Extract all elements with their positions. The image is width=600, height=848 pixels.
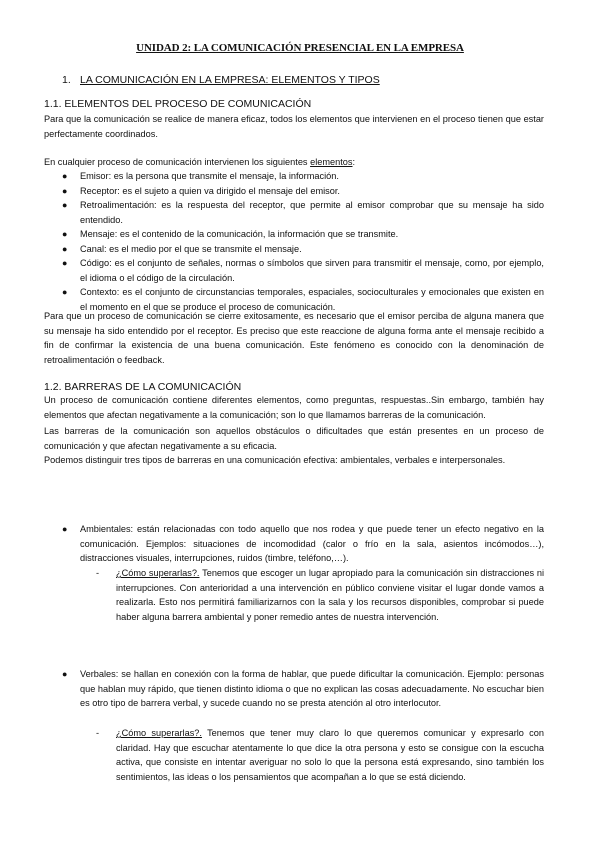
list-item-text: Emisor: es la persona que transmite el mensaje, la información. — [80, 171, 339, 181]
list-item-text: Ambientales: están relacionadas con todo aquello que nos rodea y que puede tener un efecto negativo en la comunicación. Ejemplos: situaciones de incomodidad (calor o frío en la sala, asientos incómodos…), distracciones visuales, interrupciones, ruidos (timbre, teléfono,…). — [80, 524, 544, 563]
subsection-heading-1-1: 1.1. ELEMENTOS DEL PROCESO DE COMUNICACIÓN — [44, 98, 312, 110]
elements-list — [62, 169, 544, 314]
list-item — [62, 522, 544, 566]
list-item-text: Mensaje: es el contenido de la comunicación, la información que se transmite. — [80, 229, 399, 239]
bullet-icon: ● — [62, 171, 68, 181]
barriers-definition-paragraph: Las barreras de la comunicación son aquellos obstáculos o dificultades que están presentes en un proceso de comunicación y que afectan negativamente a su eficacia. — [44, 426, 544, 451]
list-item-text: Contexto: es el conjunto de circunstancias temporales, espaciales, socioculturales y emocionales que existen en el momento en el que se produce el proceso de comunicación. — [80, 287, 544, 312]
list-item — [62, 242, 544, 257]
list-item — [62, 184, 544, 199]
bullet-icon: ● — [62, 229, 68, 239]
section-number: 1. — [62, 74, 71, 86]
list-item-text: Receptor: es el sujeto a quien va dirigido el mensaje del emisor. — [80, 185, 340, 196]
list-item — [62, 198, 544, 227]
subsection-heading-1-2: 1.2. BARRERAS DE LA COMUNICACIÓN — [44, 381, 242, 393]
list-item — [62, 169, 544, 184]
solution-text: Tenemos que escoger un lugar apropiado para la comunicación sin distracciones ni interrupciones. Con anterioridad a una intervención en público conviene visitar el lugar donde vamos a realizarla. Esto nos permitirá familiarizarnos con la sala y los recursos disponibles, comprobar si puede haber alguna barrera ambiental y poner remedio antes de nuestra intervención. — [116, 568, 544, 622]
barrier-list-verbales — [62, 667, 544, 711]
bullet-icon: ● — [62, 258, 68, 268]
section-heading-1 — [62, 74, 380, 86]
ambientales-solution — [96, 566, 544, 624]
feedback-paragraph: Para que un proceso de comunicación se cierre exitosamente, es necesario que el emisor perciba de alguna manera que su mensaje ha sido entendido por el receptor. Es preciso que este reaccione de alguna forma ante el mensaje recibido a fin de confirmar la existencia de una buena comunicación. Este fenómeno es conocido con la denominación de retroalimentación o feedback. — [44, 311, 544, 365]
list-item — [62, 256, 544, 285]
bullet-icon: ● — [62, 524, 68, 534]
how-to-overcome-link[interactable]: ¿Cómo superarlas?. — [116, 568, 200, 578]
list-item-text: Verbales: se hallan en conexión con la forma de hablar, que puede dificultar la comunicación. Ejemplo: personas que hablan muy rápido, que tienen distinto idioma o que no explican las cosas adecuadamente. No escuchar bien es otro tipo de barrera verbal, y sucede cuando no se presta atención al otro interlocutor. — [80, 669, 544, 708]
bullet-icon: ● — [62, 243, 68, 254]
lead-colon: : — [352, 157, 356, 167]
bullet-icon: ● — [62, 185, 68, 196]
list-item-text: Retroalimentación: es la respuesta del receptor, que permite al emisor comprobar que su mensaje ha sido entendido. — [80, 200, 544, 225]
solution-text: Tenemos que tener muy claro lo que queremos comunicar y expresarlo con claridad. Hay que escuchar atentamente lo que dice la otra persona y esto se consigue con la escucha activa, que consiste en intentar averiguar no solo lo que la persona está expresando, sino también los sentimientos, las ideas o los pensamientos que acompañan a lo que se está diciendo. — [116, 728, 544, 782]
how-to-overcome-link[interactable]: ¿Cómo superarlas?. — [116, 728, 202, 738]
list-item — [62, 227, 544, 242]
dash-icon: - — [96, 568, 100, 578]
barriers-types-paragraph: Podemos distinguir tres tipos de barreras en una comunicación efectiva: ambientales, verbales e interpersonales. — [44, 455, 506, 465]
elements-lead — [44, 155, 544, 170]
barrier-list-ambientales — [62, 522, 544, 566]
section-text: LA COMUNICACIÓN EN LA EMPRESA: ELEMENTOS Y TIPOS — [80, 74, 380, 86]
list-item-text: Canal: es el medio por el que se transmite el mensaje. — [80, 243, 302, 254]
list-item-text: Código: es el conjunto de señales, normas o símbolos que sirven para transmitir el mensaje, como, por ejemplo, el idioma o el código de la circulación. — [80, 258, 544, 283]
elements-link[interactable]: elementos — [310, 157, 353, 167]
list-item — [62, 667, 544, 711]
bullet-icon: ● — [62, 669, 68, 679]
bullet-icon: ● — [62, 200, 68, 210]
barriers-intro-paragraph: Un proceso de comunicación contiene diferentes elementos, como preguntas, respuestas..Sin embargo, también hay elementos que afectan negativamente a la comunicación; son lo que llamamos barreras de la comunicación. — [44, 395, 544, 420]
verbales-solution — [96, 726, 544, 784]
unit-title: UNIDAD 2: LA COMUNICACIÓN PRESENCIAL EN LA EMPRESA — [136, 42, 464, 54]
lead-text: En cualquier proceso de comunicación intervienen los siguientes — [44, 157, 311, 167]
bullet-icon: ● — [62, 287, 68, 297]
intro-paragraph: Para que la comunicación se realice de manera eficaz, todos los elementos que intervienen en el proceso tienen que estar perfectamente coordinados. — [44, 114, 544, 139]
dash-icon: - — [96, 728, 100, 738]
